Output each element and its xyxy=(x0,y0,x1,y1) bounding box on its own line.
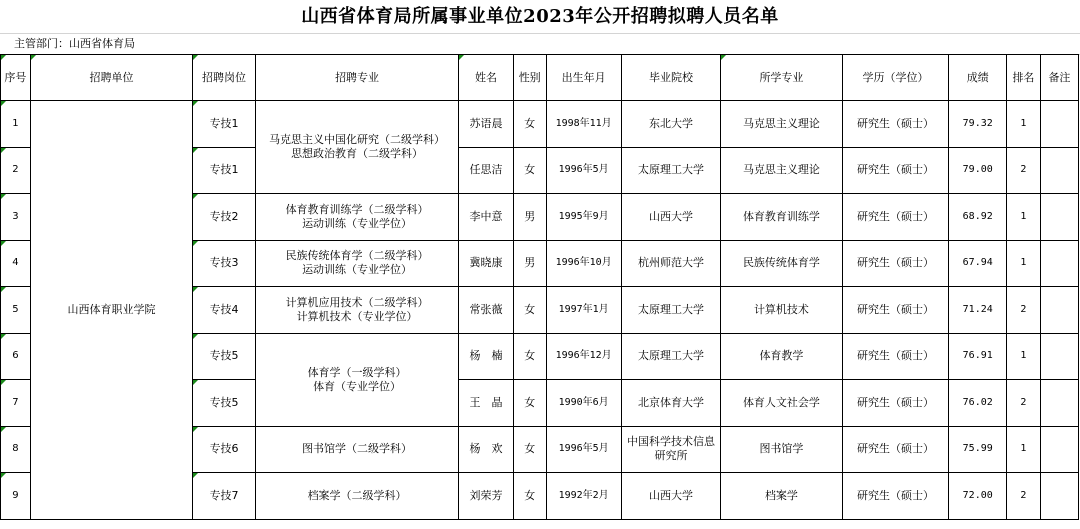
note-cell[interactable] xyxy=(1040,194,1078,241)
degree-cell[interactable]: 研究生（硕士） xyxy=(842,473,949,520)
name-cell[interactable]: 冀晓康 xyxy=(459,240,513,287)
birth-cell[interactable]: 1996年12月 xyxy=(546,333,621,380)
index-cell[interactable]: 7 xyxy=(1,380,31,427)
birth-cell[interactable]: 1995年9月 xyxy=(546,194,621,241)
degree-cell[interactable]: 研究生（硕士） xyxy=(842,426,949,473)
header-cell-unit[interactable]: 招聘单位 xyxy=(30,55,192,101)
index-cell[interactable]: 6 xyxy=(1,333,31,380)
index-cell[interactable]: 8 xyxy=(1,426,31,473)
school-cell[interactable]: 山西大学 xyxy=(621,473,721,520)
required-major-cell[interactable]: 图书馆学（二级学科） xyxy=(255,426,458,473)
hiring-table xyxy=(0,54,1079,520)
required-major-line: 运动训练（专业学位） xyxy=(302,216,413,230)
score-cell[interactable]: 68.92 xyxy=(949,194,1007,241)
post-cell[interactable]: 专技6 xyxy=(193,426,256,473)
post-cell[interactable]: 专技5 xyxy=(193,380,256,427)
gender-cell[interactable]: 女 xyxy=(513,426,546,473)
index-cell[interactable]: 2 xyxy=(1,147,31,194)
required-major-cell[interactable] xyxy=(255,333,458,426)
header-cell-birth[interactable]: 出生年月 xyxy=(546,55,621,101)
score-cell[interactable]: 76.91 xyxy=(949,333,1007,380)
birth-cell[interactable]: 1992年2月 xyxy=(546,473,621,520)
gender-cell[interactable]: 女 xyxy=(513,333,546,380)
note-cell[interactable] xyxy=(1040,426,1078,473)
header-cell-rank[interactable]: 排名 xyxy=(1006,55,1040,101)
score-cell[interactable]: 79.00 xyxy=(949,147,1007,194)
rank-cell[interactable]: 2 xyxy=(1006,147,1040,194)
gender-cell[interactable]: 女 xyxy=(513,380,546,427)
note-cell[interactable] xyxy=(1040,147,1078,194)
name-cell[interactable]: 杨 楠 xyxy=(459,333,513,380)
major-cell[interactable]: 马克思主义理论 xyxy=(721,101,842,148)
score-cell[interactable]: 76.02 xyxy=(949,380,1007,427)
required-major-cell[interactable] xyxy=(255,240,458,287)
birth-cell[interactable]: 1990年6月 xyxy=(546,380,621,427)
table-row xyxy=(1,101,1079,148)
header-cell-gender[interactable]: 性别 xyxy=(513,55,546,101)
rank-cell[interactable]: 1 xyxy=(1006,101,1040,148)
name-cell[interactable]: 刘荣芳 xyxy=(459,473,513,520)
note-cell[interactable] xyxy=(1040,333,1078,380)
post-cell[interactable]: 专技5 xyxy=(193,333,256,380)
note-cell[interactable] xyxy=(1040,287,1078,334)
major-cell[interactable]: 马克思主义理论 xyxy=(721,147,842,194)
score-cell[interactable]: 72.00 xyxy=(949,473,1007,520)
department-label: 主管部门：山西省体育局 xyxy=(0,34,1080,55)
required-major-line: 体育（专业学位） xyxy=(313,379,402,393)
rank-cell[interactable]: 2 xyxy=(1006,287,1040,334)
score-cell[interactable]: 71.24 xyxy=(949,287,1007,334)
name-cell[interactable]: 杨 欢 xyxy=(459,426,513,473)
school-cell[interactable]: 中国科学技术信息研究所 xyxy=(621,426,721,473)
required-major-cell[interactable] xyxy=(255,287,458,334)
required-major-line: 体育教育训练学（二级学科） xyxy=(285,202,429,216)
score-cell[interactable]: 79.32 xyxy=(949,101,1007,148)
header-cell-post[interactable]: 招聘岗位 xyxy=(193,55,256,101)
birth-cell[interactable]: 1996年5月 xyxy=(546,426,621,473)
header-cell-degree[interactable]: 学历（学位） xyxy=(842,55,949,101)
school-cell[interactable]: 北京体育大学 xyxy=(621,380,721,427)
school-cell[interactable]: 东北大学 xyxy=(621,101,721,148)
rank-cell[interactable]: 1 xyxy=(1006,333,1040,380)
rank-cell[interactable]: 1 xyxy=(1006,240,1040,287)
degree-cell[interactable]: 研究生（硕士） xyxy=(842,287,949,334)
major-cell[interactable]: 体育教学 xyxy=(721,333,842,380)
major-cell[interactable]: 体育人文社会学 xyxy=(721,380,842,427)
header-cell-index[interactable]: 序号 xyxy=(1,55,31,101)
post-cell[interactable]: 专技3 xyxy=(193,240,256,287)
major-cell[interactable]: 体育教育训练学 xyxy=(721,194,842,241)
index-cell[interactable]: 9 xyxy=(1,473,31,520)
post-cell[interactable]: 专技7 xyxy=(193,473,256,520)
header-cell-required-major[interactable]: 招聘专业 xyxy=(255,55,458,101)
gender-cell[interactable]: 女 xyxy=(513,473,546,520)
degree-cell[interactable]: 研究生（硕士） xyxy=(842,380,949,427)
post-cell[interactable]: 专技2 xyxy=(193,194,256,241)
required-major-line: 马克思主义中国化研究（二级学科） xyxy=(269,133,446,146)
index-cell[interactable]: 4 xyxy=(1,240,31,287)
required-major-cell[interactable]: 档案学（二级学科） xyxy=(255,473,458,520)
birth-cell[interactable]: 1996年10月 xyxy=(546,240,621,287)
rank-cell[interactable]: 2 xyxy=(1006,380,1040,427)
name-cell[interactable]: 任思洁 xyxy=(459,147,513,194)
birth-cell[interactable]: 1996年5月 xyxy=(546,147,621,194)
major-cell[interactable]: 图书馆学 xyxy=(721,426,842,473)
required-major-line: 计算机应用技术（二级学科） xyxy=(285,295,429,309)
rank-cell[interactable]: 1 xyxy=(1006,194,1040,241)
gender-cell[interactable]: 男 xyxy=(513,240,546,287)
header-cell-major[interactable]: 所学专业 xyxy=(721,55,842,101)
gender-cell[interactable]: 男 xyxy=(513,194,546,241)
name-cell[interactable]: 王 晶 xyxy=(459,380,513,427)
rank-cell[interactable]: 2 xyxy=(1006,473,1040,520)
school-cell[interactable]: 太原理工大学 xyxy=(621,287,721,334)
required-major-line: 计算机技术（专业学位） xyxy=(296,309,418,323)
school-cell[interactable]: 太原理工大学 xyxy=(621,147,721,194)
header-cell-note[interactable]: 备注 xyxy=(1040,55,1078,101)
degree-cell[interactable]: 研究生（硕士） xyxy=(842,147,949,194)
index-cell[interactable]: 1 xyxy=(1,101,31,148)
required-major-line: 运动训练（专业学位） xyxy=(302,263,413,277)
required-major-line: 思想政治教育（二级学科） xyxy=(291,147,424,160)
note-cell[interactable] xyxy=(1040,380,1078,427)
degree-cell[interactable]: 研究生（硕士） xyxy=(842,194,949,241)
header-cell-score[interactable]: 成绩 xyxy=(949,55,1007,101)
header-row xyxy=(1,55,1079,101)
page-title: 山西省体育局所属事业单位2023年公开招聘拟聘人员名单 xyxy=(0,0,1080,34)
required-major-cell[interactable] xyxy=(255,101,458,194)
name-cell[interactable]: 常张薇 xyxy=(459,287,513,334)
index-cell[interactable]: 3 xyxy=(1,194,31,241)
school-cell[interactable]: 杭州师范大学 xyxy=(621,240,721,287)
major-cell[interactable]: 档案学 xyxy=(721,473,842,520)
major-cell[interactable]: 计算机技术 xyxy=(721,287,842,334)
header-cell-school[interactable]: 毕业院校 xyxy=(621,55,721,101)
degree-cell[interactable]: 研究生（硕士） xyxy=(842,240,949,287)
note-cell[interactable] xyxy=(1040,101,1078,148)
rank-cell[interactable]: 1 xyxy=(1006,426,1040,473)
score-cell[interactable]: 67.94 xyxy=(949,240,1007,287)
name-cell[interactable]: 李中意 xyxy=(459,194,513,241)
unit-cell[interactable]: 山西体育职业学院 xyxy=(30,101,192,520)
birth-cell[interactable]: 1998年11月 xyxy=(546,101,621,148)
gender-cell[interactable]: 女 xyxy=(513,101,546,148)
gender-cell[interactable]: 女 xyxy=(513,287,546,334)
major-cell[interactable]: 民族传统体育学 xyxy=(721,240,842,287)
degree-cell[interactable]: 研究生（硕士） xyxy=(842,333,949,380)
required-major-line: 民族传统体育学（二级学科） xyxy=(285,249,429,263)
note-cell[interactable] xyxy=(1040,240,1078,287)
degree-cell[interactable]: 研究生（硕士） xyxy=(842,101,949,148)
post-cell[interactable]: 专技1 xyxy=(193,101,256,148)
header-cell-name[interactable]: 姓名 xyxy=(459,55,513,101)
school-cell[interactable]: 山西大学 xyxy=(621,194,721,241)
gender-cell[interactable]: 女 xyxy=(513,147,546,194)
birth-cell[interactable]: 1997年1月 xyxy=(546,287,621,334)
post-cell[interactable]: 专技4 xyxy=(193,287,256,334)
score-cell[interactable]: 75.99 xyxy=(949,426,1007,473)
post-cell[interactable]: 专技1 xyxy=(193,147,256,194)
required-major-line: 体育学（一级学科） xyxy=(307,365,407,379)
required-major-cell[interactable] xyxy=(255,194,458,241)
name-cell[interactable]: 苏语晨 xyxy=(459,101,513,148)
index-cell[interactable]: 5 xyxy=(1,287,31,334)
school-cell[interactable]: 太原理工大学 xyxy=(621,333,721,380)
note-cell[interactable] xyxy=(1040,473,1078,520)
